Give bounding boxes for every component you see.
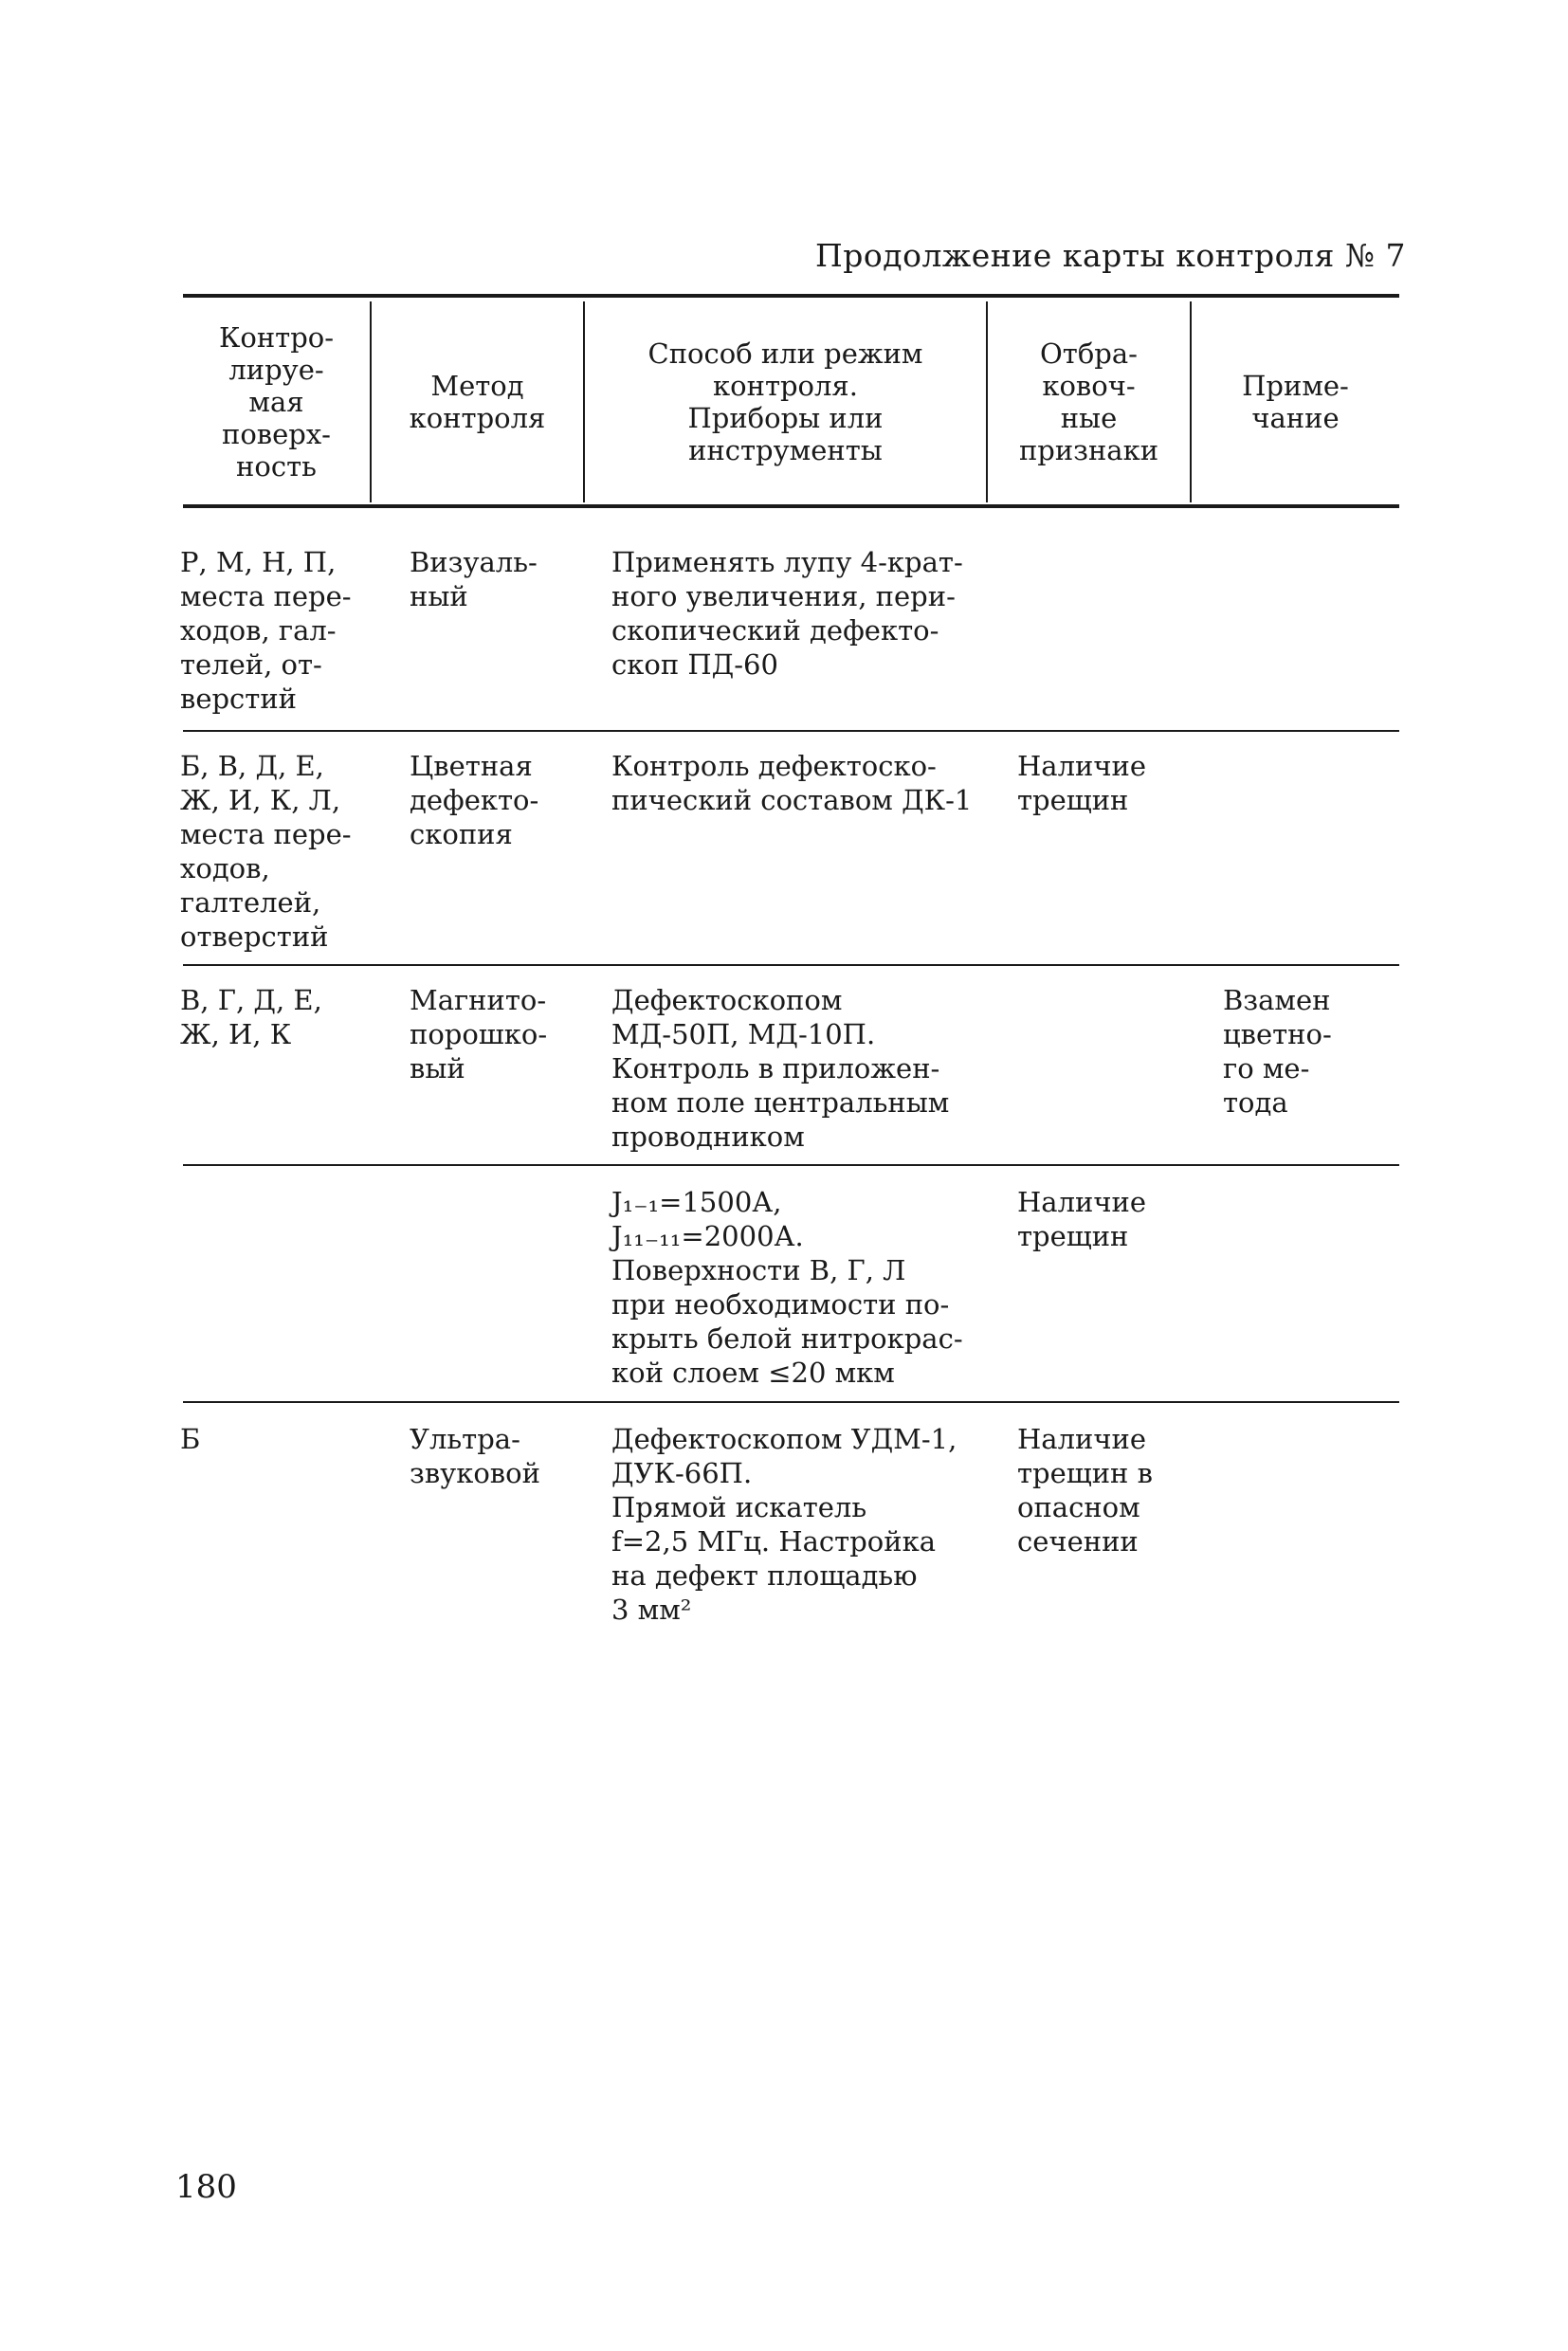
row-divider xyxy=(183,730,1399,732)
cell-criteria: Наличие трещин xyxy=(1017,750,1146,816)
cell-means: Применять лупу 4-крат- ного увеличения, пери- скопический дефекто- скоп ПД-60 xyxy=(611,546,963,681)
cell-method: Магнито- порошко- вый xyxy=(410,984,548,1084)
header-method: Метод контроля xyxy=(409,370,546,434)
table-caption: Продолжение карты контроля № 7 xyxy=(815,237,1406,274)
cell-means: Дефектоскопом МД-50П, МД-10П. Контроль в приложен- ном поле центральным проводником xyxy=(611,984,950,1153)
cell-method: Цветная дефекто- скопия xyxy=(410,750,539,850)
table-top-rule xyxy=(183,294,1399,298)
row-divider xyxy=(183,964,1399,966)
header-means: Способ или режим контроля. Приборы или инструменты xyxy=(647,337,923,466)
cell-surface: Б xyxy=(180,1423,201,1455)
cell-means: J₁₋₁=1500А, J₁₁₋₁₁=2000А. Поверхности В, Г, Л при необходимости по- крыть белой нитрокрас- кой слоем ≤20 мкм xyxy=(611,1186,963,1389)
cell-surface: В, Г, Д, Е, Ж, И, К xyxy=(180,984,322,1050)
cell-note: Взамен цветно- го ме- тода xyxy=(1223,984,1332,1119)
cell-method: Визуаль- ный xyxy=(410,546,538,612)
page-number: 180 xyxy=(175,2168,237,2206)
cell-means: Дефектоскопом УДМ-1, ДУК-66П. Прямой искатель f=2,5 МГц. Настройка на дефект площадью 3 мм² xyxy=(611,1423,957,1626)
header-criteria: Отбра- ковоч- ные признаки xyxy=(1018,337,1159,466)
cell-means: Контроль дефектоско- пический составом ДК-1 xyxy=(611,750,973,816)
header-note: Приме- чание xyxy=(1242,370,1349,434)
row-divider xyxy=(183,1401,1399,1403)
cell-method: Ультра- звуковой xyxy=(410,1423,540,1489)
cell-surface: Р, М, Н, П, места пере- ходов, гал- телей, от- верстий xyxy=(180,546,352,715)
cell-surface: Б, В, Д, Е, Ж, И, К, Л, места пере- ходов, галтелей, отверстий xyxy=(180,750,352,953)
header-surface: Контро- лируе- мая поверх- ность xyxy=(218,321,335,483)
row-divider xyxy=(183,1164,1399,1166)
cell-criteria: Наличие трещин xyxy=(1017,1186,1146,1252)
cell-criteria: Наличие трещин в опасном сечении xyxy=(1017,1423,1153,1558)
header-bottom-rule xyxy=(183,504,1399,508)
